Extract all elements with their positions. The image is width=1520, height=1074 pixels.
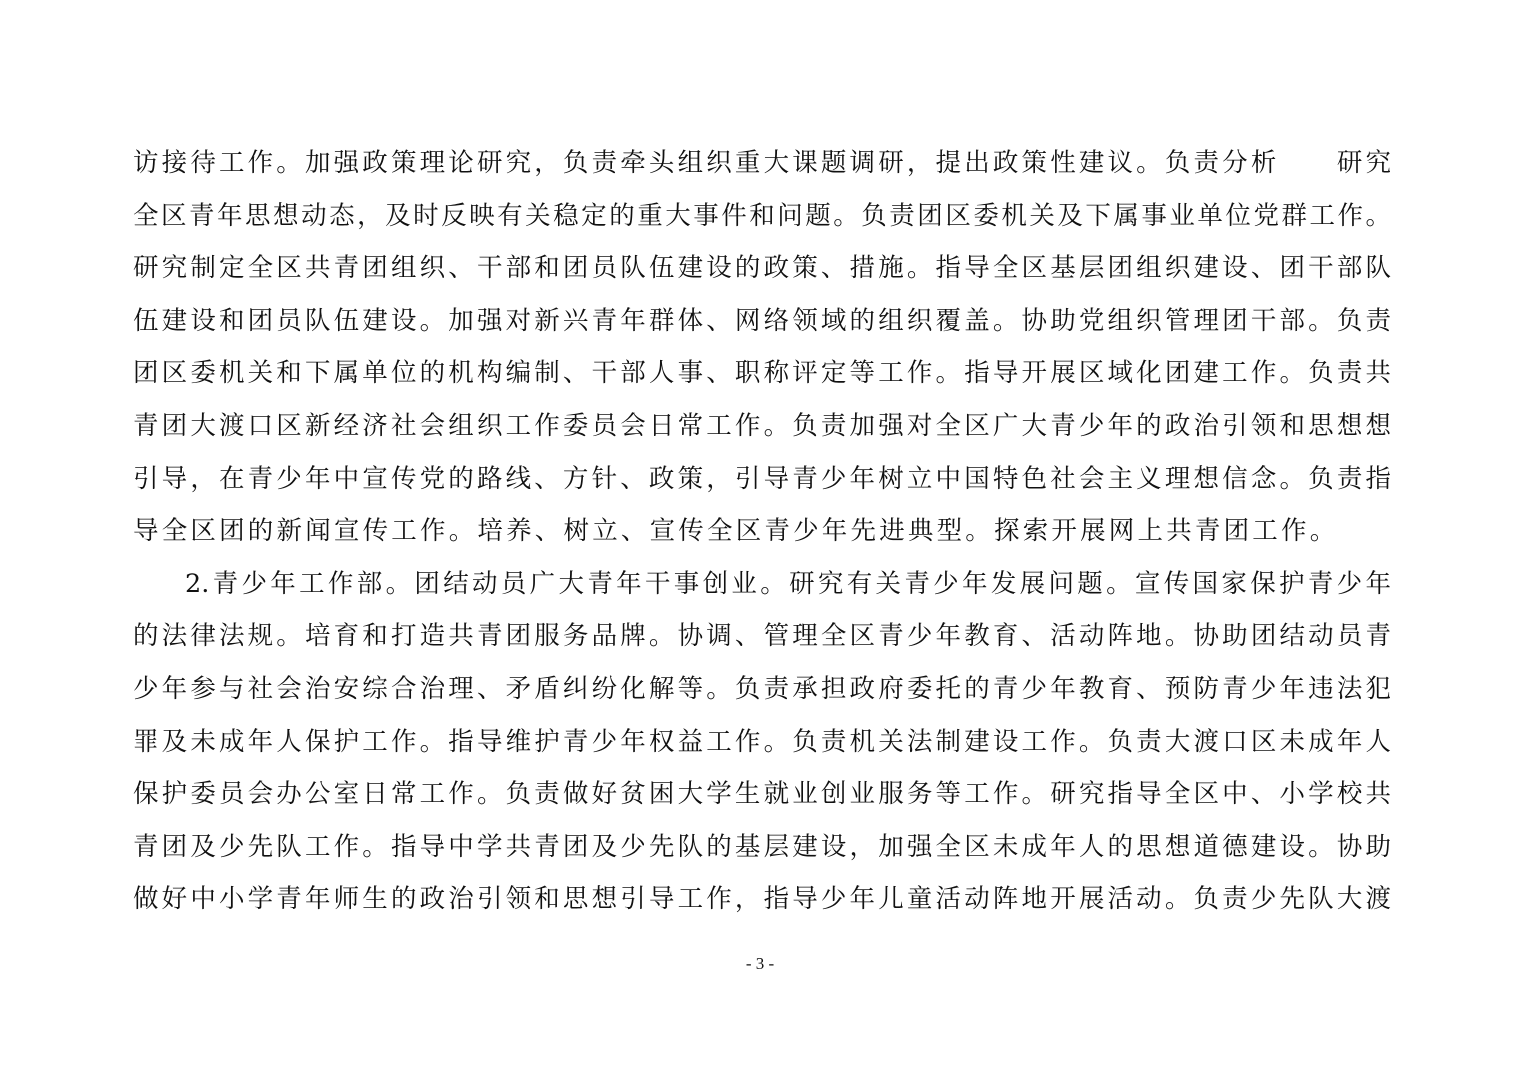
text-line: 青团大渡口区新经济社会组织工作委员会日常工作。负责加强对全区广大青少年的政治引领和思想想: [133, 410, 1391, 441]
body-text: [133, 137, 1391, 926]
text-line: 研究制定全区共青团组织、干部和团员队伍建设的政策、措施。指导全区基层团组织建设、团干部队: [133, 253, 1391, 284]
text-line: 保护委员会办公室日常工作。负责做好贫困大学生就业创业服务等工作。研究指导全区中、小学校共: [133, 779, 1391, 810]
paragraph-start-line: 2.青少年工作部。团结动员广大青年干事创业。研究有关青少年发展问题。宣传国家保护青少年: [185, 568, 1391, 599]
text-line: 访接待工作。加强政策理论研究，负责牵头组织重大课题调研，提出政策性建议。负责分析 研究: [133, 148, 1391, 178]
text-line: 青团及少先队工作。指导中学共青团及少先队的基层建设，加强全区未成年人的思想道德建设。协助: [133, 831, 1391, 862]
text-line: 做好中小学青年师生的政治引领和思想引导工作，指导少年儿童活动阵地开展活动。负责少先队大渡: [133, 884, 1391, 915]
text-line: 导全区团的新闻宣传工作。培养、树立、宣传全区青少年先进典型。探索开展网上共青团工作。: [133, 516, 1339, 547]
text-line: 伍建设和团员队伍建设。加强对新兴青年群体、网络领域的组织覆盖。协助党组织管理团干部。负责: [133, 305, 1391, 336]
text-line: 团区委机关和下属单位的机构编制、干部人事、职称评定等工作。指导开展区域化团建工作。负责共: [133, 358, 1391, 389]
text-line: 少年参与社会治安综合治理、矛盾纠纷化解等。负责承担政府委托的青少年教育、预防青少年违法犯: [133, 673, 1391, 704]
text-line: 的法律法规。培育和打造共青团服务品牌。协调、管理全区青少年教育、活动阵地。协助团结动员青: [133, 621, 1391, 652]
text-line: 引导，在青少年中宣传党的路线、方针、政策，引导青少年树立中国特色社会主义理想信念。负责指: [133, 463, 1391, 494]
page-number: - 3 -: [745, 954, 775, 973]
text-line: 罪及未成年人保护工作。指导维护青少年权益工作。负责机关法制建设工作。负责大渡口区未成年人: [133, 726, 1391, 757]
text-line: 全区青年思想动态，及时反映有关稳定的重大事件和问题。负责团区委机关及下属事业单位党群工作。: [133, 200, 1391, 231]
